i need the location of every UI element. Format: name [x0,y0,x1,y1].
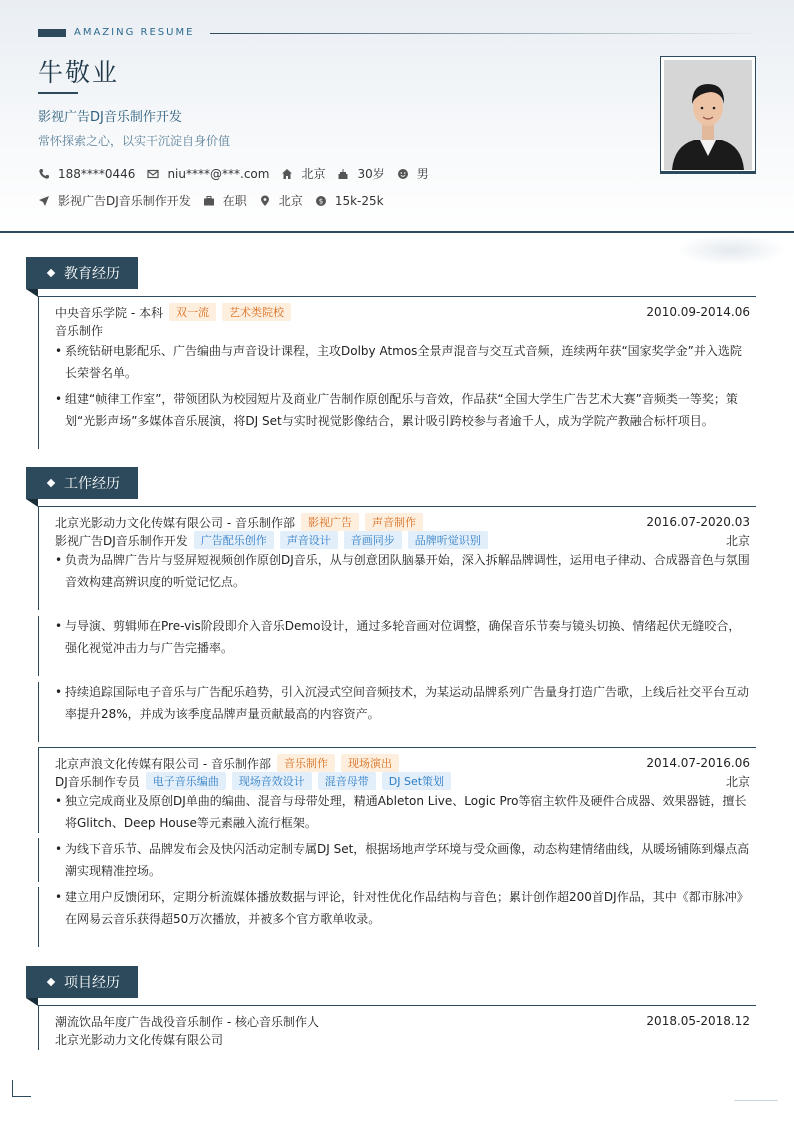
section-title: 项目经历 [64,975,120,991]
company-tag: 音乐制作 [277,754,335,772]
work-role-row [55,531,750,549]
briefcase-icon [203,195,215,207]
section-title: 教育经历 [64,266,120,282]
list-item: • 负责为品牌广告片与竖屏短视频创作原创DJ音乐，从与创意团队脑暴开始，深入拆解品牌调性，运用电子律动、合成器音色与氛围音效构建高辨识度的听觉记忆点。 [55,549,750,593]
school-tag: 艺术类院校 [222,303,291,321]
header-accent-bar [38,29,66,37]
contact-city [281,165,325,182]
contact-age [337,165,384,182]
contact-salary [315,194,384,208]
skill-tag: 音画同步 [344,531,402,549]
list-item: • 与导演、剪辑师在Pre-vis阶段即介入音乐Demo设计，通过多轮音画对位调整，确保音乐节奏与镜头切换、情绪起伏无缝咬合，强化视觉冲击力与广告完播率。 [55,615,750,659]
avatar-frame [660,56,756,174]
avatar-portrait-icon [664,60,752,170]
page-corner-mark [12,1080,31,1097]
project-company-row [55,1030,750,1048]
svg-text:$: $ [318,197,324,206]
block-left-rule [38,616,39,676]
work-header-row [55,513,750,531]
block-left-rule [38,296,39,449]
contact-text: 男 [416,167,429,181]
name-underline [38,92,78,94]
list-item: • 系统钻研电影配乐、广告编曲与声音设计课程，主攻Dolby Atmos全景声混音与交互式音频，连续两年获“国家奖学金”并入选院长荣誉名单。 [55,340,750,384]
skill-tag: 电子音乐编曲 [146,772,226,790]
block-left-rule [38,887,39,947]
phone-icon [38,168,50,180]
contact-text: 北京 [301,167,326,181]
home-icon [281,168,293,180]
skill-tag: 混音母带 [318,772,376,790]
list-item: • 建立用户反馈闭环，定期分析流媒体播放数据与评论，针对性优化作品结构与音色；累计创作超200首DJ作品，其中《都市脉冲》在网易云音乐获得超50万次播放，并被多个官方歌单收录。 [55,886,750,930]
block-left-rule [38,1005,39,1050]
contact-phone [38,167,135,181]
work-date: 2014.07-2016.06 [646,756,750,770]
contact-text: 影视广告DJ音乐制作开发 [58,194,191,208]
contact-intention [38,192,191,209]
project-entry [55,1012,750,1048]
skill-tag: DJ Set策划 [382,772,451,790]
role: DJ音乐制作专员 [55,774,140,789]
contact-text: 30岁 [357,167,385,181]
role: 影视广告DJ音乐制作开发 [55,533,188,548]
work-entry [55,513,750,725]
section-rule [38,506,756,507]
work-entry [55,754,750,930]
contact-text: niu****@***.com [167,166,270,181]
bullet-text: 与导演、剪辑师在Pre-vis阶段即介入音乐Demo设计，通过多轮音画对位调整，确保音乐节奏与镜头切换、情绪起伏无缝咬合，强化视觉冲击力与广告完播率。 [65,619,741,655]
work-city: 北京 [725,774,750,789]
block-left-rule [38,506,39,610]
section-header-project [26,966,138,998]
contact-row-2 [38,192,396,209]
resume-tag: AMAZING RESUME [74,27,195,38]
block-left-rule [38,838,39,882]
list-item: • 独立完成商业及原创DJ单曲的编曲、混音与母带处理，精通Ableton Live、Logic Pro等宿主软件及硬件合成器、效果器链，擅长将Glitch、Deep House等元素融入流行框架。 [55,790,750,834]
skill-tag: 品牌听觉识别 [408,531,488,549]
contact-row-1 [38,165,441,182]
work-city: 北京 [725,533,750,548]
section-title: 工作经历 [64,476,120,492]
bullet-text: 为线下音乐节、品牌发布会及快闪活动定制专属DJ Set，根据场地声学环境与受众画像，动态构建情绪曲线，从暖场铺陈到爆点高潮实现精准控场。 [65,842,750,878]
diamond-icon [47,269,55,277]
project-company: 北京光影动力文化传媒有限公司 [55,1032,224,1047]
education-major-row [55,321,750,339]
ribbon-fold [26,499,38,507]
bullet-text: 独立完成商业及原创DJ单曲的编曲、混音与母带处理，精通Ableton Live、Logic Pro等宿主软件及硬件合成器、效果器链，擅长将Glitch、Deep House等元素融入流行框架。 [65,794,747,830]
section-rule [38,296,756,297]
contact-text: 188****0446 [58,166,136,181]
decorative-shadow [676,234,786,266]
header-bottom-rule [0,231,794,233]
education-entry [55,303,750,432]
school-tag: 双一流 [169,303,216,321]
major: 音乐制作 [55,323,104,338]
work-date: 2016.07-2020.03 [646,515,750,529]
gender-icon [397,168,409,180]
contact-text: 在职 [222,194,247,208]
contact-gender [397,165,429,182]
work-role-row [55,772,750,790]
project-title: 潮流饮品年度广告战役音乐制作 - 核心音乐制作人 [55,1014,319,1029]
education-header-row [55,303,750,321]
send-icon [38,195,50,207]
bullet-text: 建立用户反馈闭环，定期分析流媒体播放数据与评论，针对性优化作品结构与音色；累计创作超200首DJ作品，其中《都市脉冲》在网易云音乐获得超50万次播放，并被多个官方歌单收录。 [65,890,749,926]
ribbon-fold [26,998,38,1006]
contact-location [259,192,303,209]
company-tag: 影视广告 [301,513,359,531]
avatar [664,60,752,170]
section-rule [38,1005,756,1006]
block-left-rule [38,747,39,833]
list-item: • 组建“帧律工作室”，带领团队为校园短片及商业广告制作原创配乐与音效，作品获“全国大学生广告艺术大赛”音频类一等奖；策划“光影声场”多媒体音乐展演，将DJ Set与实时视觉影像结合，累计吸引跨校参与者逾千人，成为学院产教融合标杆项目。 [55,388,750,432]
skill-tag: 广告配乐创作 [194,531,274,549]
page-corner-line [734,1100,778,1101]
company-tag: 声音制作 [365,513,423,531]
bullet-text: 组建“帧律工作室”，带领团队为校园短片及商业广告制作原创配乐与音效，作品获“全国大学生广告艺术大赛”音频类一等奖；策划“光影声场”多媒体音乐展演，将DJ Set与实时视觉影像结合，累计吸引跨校参与者逾千人，成为学院产教融合标杆项目。 [65,392,738,428]
location-pin-icon [259,195,271,207]
company-line: 北京光影动力文化传媒有限公司 - 音乐制作部 [55,515,295,530]
list-item: • 为线下音乐节、品牌发布会及快闪活动定制专属DJ Set，根据场地声学环境与受众画像，动态构建情绪曲线，从暖场铺陈到爆点高潮实现精准控场。 [55,838,750,882]
work-header-row [55,754,750,772]
contact-text: 15k-25k [334,193,384,208]
money-icon [315,195,327,207]
avatar-accent-bar [660,171,756,174]
job-title: 影视广告DJ音乐制作开发 [38,110,182,125]
company-tag: 现场演出 [341,754,399,772]
skill-tag: 声音设计 [280,531,338,549]
skill-tag: 现场音效设计 [232,772,312,790]
diamond-icon [47,479,55,487]
contact-email [147,167,269,181]
mail-icon [147,168,159,180]
header-divider [210,33,754,34]
candidate-name: 牛敬业 [38,58,120,87]
block-left-rule [38,682,39,742]
contact-text: 北京 [278,194,303,208]
bullet-text: 系统钻研电影配乐、广告编曲与声音设计课程，主攻Dolby Atmos全景声混音与交互式音频，连续两年获“国家奖学金”并入选院长荣誉名单。 [65,344,742,380]
ribbon-fold [26,289,38,297]
section-header-education [26,257,138,289]
bullet-text: 负责为品牌广告片与竖屏短视频创作原创DJ音乐，从与创意团队脑暴开始，深入拆解品牌调性，运用电子律动、合成器音色与氛围音效构建高辨识度的听觉记忆点。 [65,553,750,589]
cake-icon [337,168,349,180]
company-line: 北京声浪文化传媒有限公司 - 音乐制作部 [55,756,271,771]
bullet-text: 持续追踪国际电子音乐与广告配乐趋势，引入沉浸式空间音频技术，为某运动品牌系列广告量身打造广告歌，上线后社交平台互动率提升28%，并成为该季度品牌声量贡献最高的内容资产。 [65,685,750,721]
education-date: 2010.09-2014.06 [646,305,750,319]
list-item: • 持续追踪国际电子音乐与广告配乐趋势，引入沉浸式空间音频技术，为某运动品牌系列广告量身打造广告歌，上线后社交平台互动率提升28%，并成为该季度品牌声量贡献最高的内容资产。 [55,681,750,725]
project-header-row [55,1012,750,1030]
motto: 常怀探索之心，以实干沉淀自身价值 [38,134,231,148]
contact-status [203,192,247,209]
project-date: 2018.05-2018.12 [646,1014,750,1028]
entry-rule [38,747,756,748]
diamond-icon [47,978,55,986]
school-line: 中央音乐学院 - 本科 [55,305,163,320]
section-header-work [26,467,138,499]
